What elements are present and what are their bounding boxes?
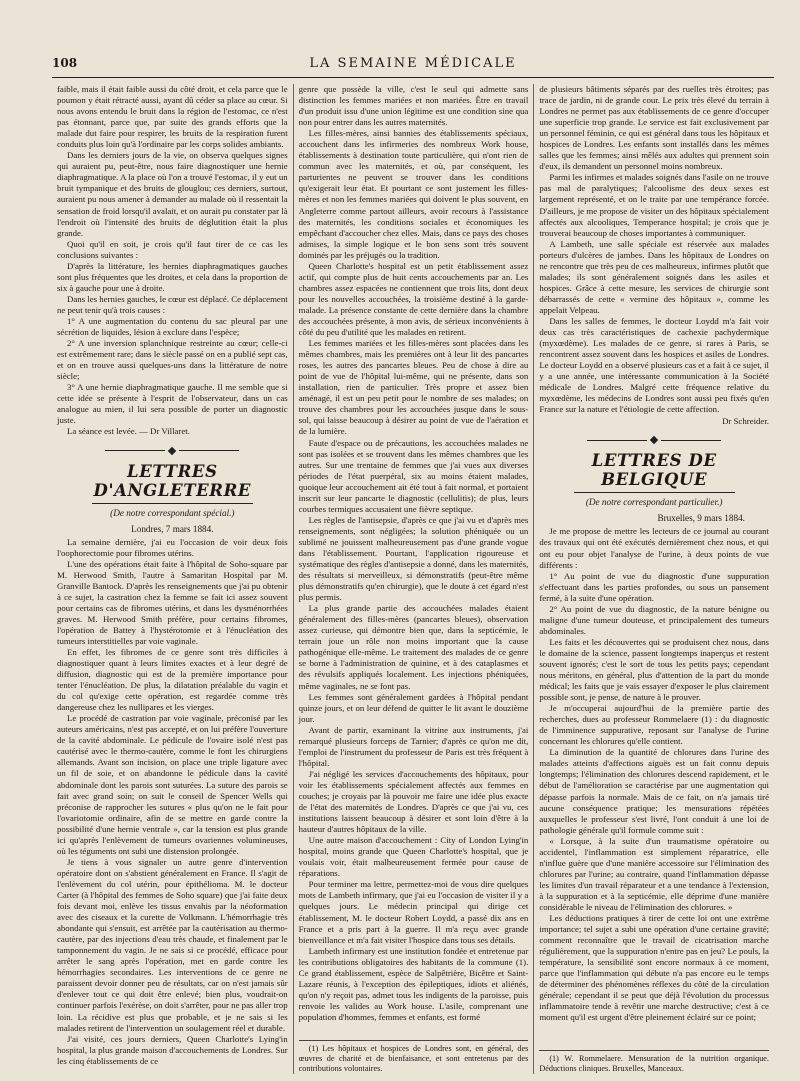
paragraph: Les déductions pratiques à tirer de cette loi ont une extrême importance; tel sujet a subi une opération d'une certaine gravité; comment reconnaître que le travail de cicatrisation marche régulièrement, que la suppuration n'entre pas en jeu? Le pouls, la température, la sensibilité sont encore normaux à ce moment, parce que l'inflammation qui débute n'a pas encore eu le temps de déterminer des phénomènes réflexes du côté de la circulation générale; cependant il se peut que déjà l'évolution du processus inflammatoire tende à revêtir une marche destructive; c'est à ce moment qu'il est urgent d'être pleinement éclairé sur ce point; <box>539 913 769 1023</box>
paragraph: 3° A une hernie diaphragmatique gauche. Il me semble que si cette idée se présente à l'esprit de l'observateur, dans un cas analogue au mien, il lui sera possible de porter un diagnostic juste. <box>57 382 288 426</box>
journal-title: LA SEMAINE MÉDICALE <box>309 56 517 71</box>
paragraph: 1° A une augmentation du contenu du sac pleural par une sécrétion de liquides, lésion à exclure dans l'espèce; <box>57 315 288 338</box>
dateline: Bruxelles, 9 mars 1884. <box>657 513 745 524</box>
paragraph: Faute d'espace ou de précautions, les accouchées malades ne sont pas isolées et se trouvent dans les mêmes chambres que les autres. Sur une trentaine de femmes que j'ai vues aux diverses périodes de l'état puerpéral, six au moins étaient malades, quoique leur accouchement ait été tout à fait normal, et portaient inscrit sur leur pancarte le diagnostic (cellulitis); de plus, leurs courbes termiques accusaient une fièvre septique. <box>298 437 529 514</box>
paragraph: faible, mais il était faible aussi du côté droit, et cela parce que le poumon y était rétracté aussi, ayant dû céder sa place au cœur. Si nous avons entendu le bruit dans la région de l'estomac, ce n'est pas étonnant, parce que, par suite des grands efforts que la malade dut faire pour respirer, les bruits de la respiration furent conduits plus loin qu'à l'ordinaire par les corps solides ambiants. <box>57 84 288 150</box>
paragraph: Pour terminer ma lettre, permettez-moi de vous dire quelques mots de Lambeth infirmary, que j'ai eu l'occasion de visiter il y a quelques jours. Le médecin principal qui dirige cet établissement, M. le docteur Robert Loydd, a passé dix ans en France et a pris part à la guerre. Il m'a reçu avec grande bienveillance et m'a fait visiter l'hospice dans tous ses détails. <box>298 879 529 945</box>
paragraph: Quoi qu'il en soit, je crois qu'il faut tirer de ce cas les conclusions suivantes : <box>57 238 288 260</box>
paragraph: Les faits et les découvertes qui se produisent chez nous, dans le domaine de la science, passent longtemps inaperçus et restent souvent ignorés; c'est le sort de tous les petits pays; cependant nous méritons, en général, plus d'attention de la part du monde médical; les faits que je vais essayer d'exposer le plus clairement possible sont, je pense, de nature à le prouver. <box>539 636 769 703</box>
paragraph: Dans les salles de femmes, le docteur Loydd m'a fait voir deux cas très caractéristiques de cachexie pachydermique (myxœdème). Les malades de ce genre, si rares à Paris, se rencontrent assez souvent dans les hospices et asiles de Londres. Le docteur Loydd en a observé plusieurs cas et a fait à ce sujet, il y a une année, une intéressante communication à la Société médicale de Londres. Malgré cette fréquence relative du myxœdème, les médecins de Londres sont aussi peu fixés qu'en France sur la nature et l'étiologie de cette affection. <box>539 315 769 415</box>
paragraph: J'ai négligé les services d'accouchements des hôpitaux, pour voir les établissements spécialement affectés aux femmes en couches; je croyais par là pouvoir me faire une idée plus exacte de l'état des maternités de Londres. D'après ce que j'ai vu, ces institutions laissent beaucoup à désirer et sont loin d'être à la hauteur d'autres hôpitaux de la ville. <box>298 768 529 835</box>
paragraph: Les filles-mères, ainsi bannies des établissements spéciaux, accouchent dans les infirmeries des nombreux Work house, établissements à destination toute particulière, qui n'ont rien de commun avec les maternités, et où, par conséquent, les parturientes ne peuvent se trouver dans les conditions qu'exigerait leur état. Et pourtant ce sont justement les filles-mères et non les femmes mariées qui doivent le plus souvent, en Angleterre comme partout ailleurs, avoir recours à l'assistance des maternités, les conditions sociales et économiques les empêchant d'accoucher chez elles. Mais, dans ce pays des choses admises, la simple logique et le bon sens sont très souvent dominés par les préjugés ou la tradition. <box>298 128 529 260</box>
paragraph: Je m'occuperai aujourd'hui de la première partie des recherches, dues au professeur Rommelaere (1) : du diagnostic de l'imminence suppurative, reposant sur l'analyse de l'urine concernant les chlorures qu'elle contient. <box>539 703 769 747</box>
column-3 <box>533 84 774 1074</box>
byline: (De notre correspondant spécial.) <box>110 507 235 518</box>
paragraph: genre que possède la ville, c'est le seul qui admette sans distinction les femmes mariées et non mariées. Être en travail d'un produit issu d'une union légitime est une condition sine qua non pour entrer dans les autres maternités. <box>298 84 529 128</box>
paragraph: 1° Au point de vue du diagnostic d'une suppuration s'effectuant dans les parties profondes, ou sous un pansement fermé, à la suite d'une opération. <box>539 570 769 603</box>
diamond-ornament-icon <box>168 446 176 454</box>
column-2 <box>293 84 534 1074</box>
paragraph: Queen Charlotte's hospital est un petit établissement assez actif, qui compte plus de huit cents accouchements par an. Les chambres assez espacées ne contiennent que trois lits, dont deux pour les nouvelles accouchées, la troisième destiné à la garde-malade. La présence constante de cette dernière dans la chambre des accouchées présente, à mon avis, de sérieux inconvénients à côté du peu d'utilité que les malades en retirent. <box>298 260 529 338</box>
diamond-ornament-icon <box>650 436 658 444</box>
footnote <box>299 1040 529 1074</box>
signature: Dr Schreider. <box>722 416 769 427</box>
paragraph: D'après la littérature, les hernies diaphragmatiques gauches sont plus fréquentes que les droites, et cela dans la proportion de six à gauche pour une à droite. <box>57 260 288 293</box>
paragraph: Dans les derniers jours de la vie, on observa quelques signes qui auraient pu, peut-être, nous faire diagnostiquer une hernie diaphragmatique. A la place où l'on a trouvé l'estomac, il y eut un bruit tympanique et des bruits de glouglou; ces derniers, surtout, auraient pu nous amener à demander au malade où il ressentait la sensation de froid lorsqu'il avalait, et on aurait pu constater par là l'endroit où l'intensité des bruits de déglutition était la plus grande. <box>57 150 288 238</box>
footnote <box>539 1050 769 1074</box>
page-number: 108 <box>52 56 78 70</box>
column-1 <box>52 84 293 1074</box>
paragraph: J'ai visité, ces jours derniers, Queen Charlotte's Lying'in hospital, la plus grande maison d'accouchements de Londres. Sur les cinq établissements de ce <box>57 1033 288 1066</box>
paragraph: Les règles de l'antisepsie, d'après ce que j'ai vu et d'après mes renseignements, sont négligées; la solution phéniquée ou un sublimé ne jouissent malheureusement pas d'une grande vogue dans l'établissement. Pourtant, l'application rigoureuse et systématique des règles d'antisepsie a donné, dans les maternités, des résultats si merveilleux, si démonstratifs (peut-être même plus démonstratifs qu'en chirurgie), que le doute à cet égard n'est plus permis. <box>298 514 529 603</box>
title-rule <box>574 492 735 493</box>
paragraph: Le procédé de castration par voie vaginale, préconisé par les auteurs américains, n'est pas accepté, et on lui préfère l'ouverture de la cavité abdominale. Le pédicule de l'ovaire isolé n'est pas cautérisé avec le thermo-cautère, comme le font les chirurgiens allemands. Avant son incision, on place une triple ligature avec un fil de soie, et on abandonne le pédicule dans la cavité abdominale dont les parois sont suturées. La suture des parois se fait avec grand soin; on suit le conseil de Spencer Wells qui préconise de rapprocher les sutures « plus qu'on ne le fait pour l'ovariotomie ordinaire, afin de se mettre en garde contre la possibilité d'une hernie ventrale », car la tension est plus grande ici qu'après l'enlèvement de tumeurs ovariennes volumineuses, où les téguments ont subi une distension prolongée. <box>57 713 288 856</box>
paragraph: La plus grande partie des accouchées malades étaient généralement des filles-mères (pancartes bleues), observation assez curieuse, qui démontre bien que, dans la septicémie, le terrain joue un rôle non moins important que la cause pathogénique elle-même. Le traitement des malades de ce genre se borne à l'administration de quinine, et à des cataplasmes et des révulsifs appliqués localement. Les injections phéniquées, même vaginales, ne se font pas. <box>298 603 529 691</box>
dateline: Londres, 7 mars 1884. <box>131 523 214 534</box>
paragraph: Une autre maison d'accouchement : City of London Lying'in hospital, moins grande que Queen Charlotte's hospital, que je voulais voir, était malheureusement fermée pour cause de réparations. <box>298 835 529 879</box>
session-close: La séance est levée. — Dr Villaret. <box>67 426 190 437</box>
paragraph: 2° Au point de vue du diagnostic, de la nature bénigne ou maligne d'une tumeur douteuse, et principalement des tumeurs abdominales. <box>539 603 769 636</box>
section-title-belgique: LETTRES DE BELGIQUE <box>591 451 717 490</box>
paragraph: La semaine dernière, j'ai eu l'occasion de voir deux fois l'oophorectomie pour fibromes utérins. <box>57 536 288 558</box>
running-head <box>52 56 774 78</box>
paragraph: de plusieurs bâtiments séparés par des ruelles très étroites; pas trace de jardin, ni de grande cour. Le prix très élevé du terrain à Londres ne permet pas aux établissements de ce genre d'occuper une superficie trop grande. Le service est fait exclusivement par un personnel féminin, ce qui est général dans tous les hôpitaux et hospices de Londres. Les enfants sont installés dans les mêmes salles que les femmes; ainsi mêlés aux adultes qui prennent soin d'eux, ils demandent un personnel moins nombreux. <box>539 84 769 172</box>
section-title-angleterre: LETTRES D'ANGLETERRE <box>93 461 252 500</box>
paragraph: Dans les hernies gauches, le cœur est déplacé. Ce déplacement ne peut tenir qu'à trois causes : <box>57 293 288 315</box>
paragraph: A Lambeth, une salle spéciale est réservée aux malades porteurs d'ulcères de jambes. Dans les hôpitaux de Londres on ne rencontre que très peu de ces malheureux, infirmes plutôt que malades; ils sont généralement soignés dans les asiles et hospices. Grâce à cette mesure, les services de chirurgie sont débarrassés de cette « vermine des hôpitaux », comme les appelait Velpeau. <box>539 238 769 315</box>
title-rule <box>92 503 253 504</box>
byline: (De notre correspondant particulier.) <box>585 497 723 508</box>
paragraph: Lambeth infirmary est une institution fondée et entretenue par les contributions obligatoires des habitants de la commune (1). Ce grand établissement, espèce de Salpêtrière, Bicêtre et Saint-Lazare réunis, à l'exception des épileptiques, idiots et aliénés, qu'on n'y reçoit pas, admet tous les indigents de la paroisse, puis renvoie les valides au Work house. L'asile, comprenant une population d'hommes, femmes et enfants, est formé <box>298 945 529 1022</box>
paragraph: Je me propose de mettre les lecteurs de ce journal au courant des travaux qui ont été exécutés dernièrement chez nous, et qui ont eu pour objet l'analyse de l'urine, à deux points de vue différents : <box>539 526 769 570</box>
footnote-text: (1) W. Rommelaere. Mensuration de la nutrition organique. Déductions cliniques. Bruxelles, Manceaux. <box>539 1054 769 1073</box>
paragraph: Les femmes sont généralement gardées à l'hôpital pendant quinze jours, et on leur défend de quitter le lit avant le douzième jour. <box>298 691 529 724</box>
paragraph: La diminution de la quantité de chlorures dans l'urine des malades atteints d'affections aiguës est un fait connu depuis longtemps; l'élimination des chlorures descend rapidement, et le début de l'amélioration se caractérise par une augmentation qui dépasse parfois la normale. Mais de ce fait, on n'a jamais tiré aucune conséquence pratique; les mensurations répétées auxquelles le professeur s'est livré, l'ont conduit à une loi de pathologie générale qu'il formule comme suit : <box>539 747 769 835</box>
paragraph: Parmi les infirmes et malades soignés dans l'asile on ne trouve pas mal de paralytiques; l'alcoolisme des deux sexes est largement représenté, et on le traite par une tempérance forcée. D'ailleurs, je me propose de visiter un des hôpitaux spécialement affectés aux alcooliques, Temperance hospital; je crois que je trouverai beaucoup de choses importantes à communiquer. <box>539 172 769 238</box>
section-divider <box>539 437 769 443</box>
section-divider <box>57 448 288 454</box>
paragraph: 2° A une inversion splanchnique restreinte au cœur; celle-ci est extrêmement rare; dans le siècle passé on en a publié sept cas, et on en trouve aussi quelques-uns dans la littérature de notre siècle; <box>57 338 288 382</box>
footnote-text: (1) Les hôpitaux et hospices de Londres sont, en général, des œuvres de charité et de bienfaisance, et sont entretenus par des contributions volontaires. <box>298 1044 529 1073</box>
paragraph: Je tiens à vous signaler un autre genre d'intervention opératoire dont on s'abstient généralement en France. Il s'agit de l'enlèvement du col utérin, pour épithélioma. M. le docteur Carter (à l'hôpital des femmes de Soho square) que j'ai faite deux fois devant moi, enlève les tissus envahis par la néoformation avec des ciseaux et la curette de Volkmann. L'hémorrhagie très abondante qui s'ensuit, est arrêtée par la cautérisation au thermo-cautère, par des injections d'eau très chaude, et finalement par le tamponnement du vagin. Je ne sais si ce procédé, efficace pour arrêter le sang après l'opération, met en garde contre les hémorrhagies secondaires. Les interventions de ce genre ne paraissent devoir donner peu de résultats, car on n'est jamais sûr d'enlever tout ce qui doit être enlevé; bien plus, voudrait-on continuer parfois l'exérèse, on doit s'arrêter, pour ne pas aller trop loin. La récidive est plus que probable, et je ne sais si les malades retirent de l'intervention un soulagement réel et durable. <box>57 856 288 1033</box>
paragraph: En effet, les fibromes de ce genre sont très difficiles à diagnostiquer quant à leurs limites exactes et à leur degré de diffusion, diagnostic qui est de la première importance pour tenter l'énucléation. De plus, la dilatation préalable du vagin et du col qu'exige cette opération, est regardée comme très dangereuse chez les nullipares et les vierges. <box>57 646 288 713</box>
paragraph: Avant de partir, examinant la vitrine aux instruments, j'ai remarqué plusieurs forceps de Tarnier; d'après ce qu'on me dit, l'emploi de l'instrument du professeur de Paris est très fréquent à l'hôpital. <box>298 724 529 768</box>
paragraph: Les femmes mariées et les filles-mères sont placées dans les mêmes chambres, mais les premières ont à leur lit des pancartes roses, les autres des pancartes bleues. Peu de chose à dire au point de vue de l'hôpital lui-même, qui ne présente, dans son installation, rien de particulier. Très propre et assez bien aménagé, il est un peu petit pour le nombre de ses malades; on trouve des chambres pour les accouchées jusque dans le sous-sol, qui laisse beaucoup à désirer au point de vue de l'aération et de la lumière. <box>298 338 529 437</box>
paragraph: « Lorsque, à la suite d'un traumatisme opératoire ou accidentel, l'inflammation est simplement réparatrice, elle n'influe guère que d'une manière accessoire sur l'élimination des chlorures par l'urine; au contraire, quand l'inflammation dépasse les limites d'un travail réparateur et a une tendance à l'extension, à la suppuration et à la septicémie, elle déprime d'une manière considérable le niveau de l'élimination des chlorures. » <box>539 835 769 912</box>
paragraph: L'une des opérations était faite à l'hôpital de Soho-square par M. Herwood Smith, l'autre à Samaritan Hospital par M. Granville Bantock. D'après les renseignements que j'ai pu obtenir à ce sujet, la castration chez la femme se fait ici assez souvent pour certains cas de fibromes utérins, et dans les dysménorrhées graves. M. Herwood Smith préfère, pour certains fibromes, l'opération de Battey à l'hystérotomie et à l'énucléation des tumeurs interstitielles par voie vaginale. <box>57 558 288 646</box>
columns <box>52 84 774 1074</box>
